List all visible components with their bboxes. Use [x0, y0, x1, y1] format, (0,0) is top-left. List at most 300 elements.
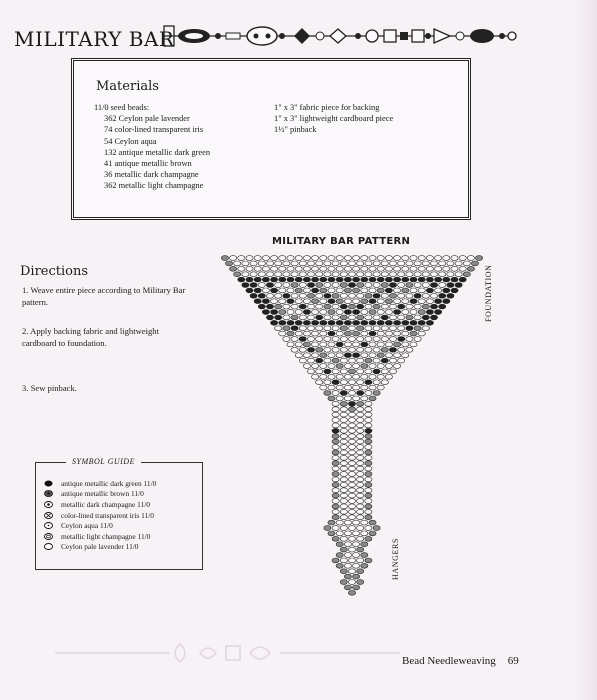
page-footer [402, 655, 519, 667]
bead [340, 466, 347, 471]
bead [422, 293, 429, 298]
bead [348, 499, 355, 504]
bead [385, 310, 392, 315]
bead [324, 283, 331, 288]
bead [332, 504, 339, 509]
bead [328, 520, 335, 525]
bead [435, 310, 442, 315]
bead [336, 310, 343, 315]
bead [348, 369, 355, 374]
material-item: 1½" pinback [274, 125, 317, 135]
bead [307, 369, 314, 374]
bead [348, 423, 355, 428]
bead [344, 374, 351, 379]
bead [365, 450, 372, 455]
bead [266, 293, 273, 298]
bead [271, 299, 278, 304]
bead [312, 331, 319, 336]
bead [385, 331, 392, 336]
bead [291, 293, 298, 298]
bead [357, 536, 364, 541]
bead [299, 326, 306, 331]
bead [447, 272, 454, 277]
material-item: 54 Ceylon aqua [104, 136, 157, 146]
bead [394, 320, 401, 325]
bead [361, 331, 368, 336]
bead [348, 509, 355, 514]
bead [467, 256, 474, 261]
bead [283, 304, 290, 309]
bead [316, 380, 323, 385]
bead [312, 320, 319, 325]
bead [332, 407, 339, 412]
bead [455, 283, 462, 288]
bead [357, 558, 364, 563]
bead [385, 277, 392, 282]
bead [332, 412, 339, 417]
bead [422, 283, 429, 288]
bead [365, 477, 372, 482]
bead [373, 526, 380, 531]
bead [357, 391, 364, 396]
bead [258, 304, 265, 309]
bead [373, 261, 380, 266]
bead [283, 283, 290, 288]
bead [340, 434, 347, 439]
bead [238, 277, 245, 282]
bead [361, 542, 368, 547]
bead [455, 261, 462, 266]
bead [303, 320, 310, 325]
bead [377, 385, 384, 390]
bead [332, 423, 339, 428]
bead [357, 423, 364, 428]
bead [324, 526, 331, 531]
bead [348, 401, 355, 406]
bead [332, 482, 339, 487]
bead [365, 293, 372, 298]
bead [340, 526, 347, 531]
bead [320, 364, 327, 369]
bead [332, 304, 339, 309]
bead [340, 347, 347, 352]
bead [332, 526, 339, 531]
bead [459, 266, 466, 271]
bead [357, 283, 364, 288]
bead [340, 472, 347, 477]
bead [266, 304, 273, 309]
bead [291, 347, 298, 352]
bead [320, 288, 327, 293]
bead [389, 315, 396, 320]
bead [369, 364, 376, 369]
pattern-title: MILITARY BAR PATTERN [272, 236, 411, 247]
bead [312, 299, 319, 304]
bead [336, 277, 343, 282]
bead [299, 358, 306, 363]
bead [381, 369, 388, 374]
bead [369, 385, 376, 390]
bead [344, 320, 351, 325]
bead [418, 310, 425, 315]
bead [365, 445, 372, 450]
material-item: 132 antique metallic dark green [104, 147, 211, 157]
bead [332, 401, 339, 406]
bead [324, 391, 331, 396]
bead [312, 342, 319, 347]
bead [389, 337, 396, 342]
bead [348, 536, 355, 541]
bead [275, 261, 282, 266]
bead [348, 461, 355, 466]
bead [303, 299, 310, 304]
bead [348, 358, 355, 363]
bead [369, 320, 376, 325]
bead [262, 299, 269, 304]
bead [348, 590, 355, 595]
bead [279, 277, 286, 282]
bead [394, 256, 401, 261]
bead [369, 310, 376, 315]
symbol-label: antique metallic dark green 11/0 [61, 478, 157, 488]
bead [365, 391, 372, 396]
bead [262, 256, 269, 261]
bead [336, 266, 343, 271]
bead [320, 342, 327, 347]
bead [439, 283, 446, 288]
symbol-label: antique metallic brown 11/0 [61, 489, 144, 499]
bead [459, 277, 466, 282]
bead [340, 445, 347, 450]
bead [332, 315, 339, 320]
symbol-label: color-lined transparent iris 11/0 [61, 510, 154, 520]
bead [324, 326, 331, 331]
bead [328, 277, 335, 282]
bead [451, 256, 458, 261]
bead [394, 299, 401, 304]
bead [287, 299, 294, 304]
bead [348, 418, 355, 423]
bead [443, 256, 450, 261]
bead [365, 461, 372, 466]
bead [357, 315, 364, 320]
bead [365, 428, 372, 433]
bead [426, 266, 433, 271]
bead [373, 347, 380, 352]
bead [422, 326, 429, 331]
bead [332, 536, 339, 541]
bead [451, 288, 458, 293]
bead [291, 315, 298, 320]
bead [336, 531, 343, 536]
bead [418, 256, 425, 261]
bead [353, 331, 360, 336]
bead [230, 266, 237, 271]
bead [377, 320, 384, 325]
bead [344, 542, 351, 547]
bead [336, 563, 343, 568]
bead [332, 477, 339, 482]
bead [353, 310, 360, 315]
page-title: MILITARY BAR [14, 27, 175, 51]
bead [283, 337, 290, 342]
bead [439, 272, 446, 277]
bead [340, 493, 347, 498]
bead [357, 428, 364, 433]
bead [275, 272, 282, 277]
bead [328, 256, 335, 261]
bead [312, 364, 319, 369]
bead [348, 455, 355, 460]
bead [353, 320, 360, 325]
bead [262, 277, 269, 282]
bead [406, 304, 413, 309]
bead [344, 277, 351, 282]
bead [348, 569, 355, 574]
bead [398, 347, 405, 352]
bead [365, 347, 372, 352]
bead [324, 272, 331, 277]
bead [328, 320, 335, 325]
page-number: 69 [507, 655, 519, 667]
bead [303, 331, 310, 336]
book-title: Bead Needleweaving [402, 655, 496, 667]
bead [365, 261, 372, 266]
bead [365, 526, 372, 531]
bead [402, 353, 409, 358]
bead [377, 299, 384, 304]
bead [332, 380, 339, 385]
bead [328, 266, 335, 271]
bead [336, 374, 343, 379]
bead [344, 266, 351, 271]
bead [348, 391, 355, 396]
bead [348, 493, 355, 498]
bead [398, 261, 405, 266]
bead [443, 299, 450, 304]
bead [418, 288, 425, 293]
bead [402, 299, 409, 304]
bead [365, 315, 372, 320]
bead [398, 358, 405, 363]
bead [246, 288, 253, 293]
bead [303, 266, 310, 271]
bead [414, 326, 421, 331]
bead [357, 450, 364, 455]
bead [332, 369, 339, 374]
bead [365, 272, 372, 277]
bead [361, 531, 368, 536]
bead [435, 266, 442, 271]
bead [381, 293, 388, 298]
bead [287, 331, 294, 336]
bead [463, 261, 470, 266]
bead [316, 261, 323, 266]
bead [348, 434, 355, 439]
bead [303, 288, 310, 293]
bead [291, 283, 298, 288]
bead [320, 353, 327, 358]
bead [394, 364, 401, 369]
bead [361, 563, 368, 568]
bead [283, 293, 290, 298]
bead [344, 288, 351, 293]
bead [426, 277, 433, 282]
bead [406, 315, 413, 320]
bead [344, 553, 351, 558]
bead [365, 504, 372, 509]
bead [225, 261, 232, 266]
bead [389, 358, 396, 363]
bead [344, 342, 351, 347]
bead [377, 342, 384, 347]
bead [402, 331, 409, 336]
bead [357, 418, 364, 423]
bead [340, 401, 347, 406]
bead [336, 553, 343, 558]
bead [303, 310, 310, 315]
bead [365, 358, 372, 363]
bead [328, 353, 335, 358]
bead [332, 293, 339, 298]
bead [275, 283, 282, 288]
bead [340, 580, 347, 585]
bead [357, 504, 364, 509]
bead [291, 272, 298, 277]
bead [357, 369, 364, 374]
bead [422, 272, 429, 277]
bead [340, 515, 347, 520]
bead [340, 369, 347, 374]
bead [406, 326, 413, 331]
bead [312, 310, 319, 315]
bead [365, 369, 372, 374]
bead [357, 515, 364, 520]
bead [361, 374, 368, 379]
bead [324, 337, 331, 342]
bead [402, 256, 409, 261]
bead [414, 293, 421, 298]
bead [430, 272, 437, 277]
bead [312, 374, 319, 379]
bead [320, 310, 327, 315]
bead [340, 428, 347, 433]
bead [279, 320, 286, 325]
bead [271, 266, 278, 271]
bead [361, 396, 368, 401]
bead [410, 266, 417, 271]
bead [406, 347, 413, 352]
bead [455, 272, 462, 277]
bead [307, 315, 314, 320]
bead [353, 553, 360, 558]
bead [328, 531, 335, 536]
bead [357, 412, 364, 417]
bead [344, 331, 351, 336]
bead [336, 320, 343, 325]
bead [344, 364, 351, 369]
bead [344, 574, 351, 579]
bead [344, 396, 351, 401]
bead [365, 401, 372, 406]
bead [418, 331, 425, 336]
bead [361, 320, 368, 325]
bead [451, 266, 458, 271]
directions-heading: Directions [20, 264, 89, 279]
bead [357, 580, 364, 585]
bead [361, 364, 368, 369]
bead [283, 272, 290, 277]
bead [373, 380, 380, 385]
bead [348, 439, 355, 444]
bead [410, 320, 417, 325]
bead [373, 293, 380, 298]
bead [316, 272, 323, 277]
bead [332, 509, 339, 514]
bead [361, 288, 368, 293]
bead [385, 299, 392, 304]
bead [353, 364, 360, 369]
symbol-label: metallic light champagne 11/0 [61, 531, 151, 541]
bead [414, 315, 421, 320]
bead [303, 353, 310, 358]
bead [336, 331, 343, 336]
bead [279, 331, 286, 336]
bead [299, 272, 306, 277]
bead [365, 509, 372, 514]
bead [369, 396, 376, 401]
bead [332, 472, 339, 477]
bead [353, 299, 360, 304]
bead [316, 369, 323, 374]
bead [463, 272, 470, 277]
bead [398, 293, 405, 298]
bead [402, 266, 409, 271]
bead [328, 299, 335, 304]
bead [365, 499, 372, 504]
bead [389, 304, 396, 309]
bead [344, 531, 351, 536]
bead [348, 504, 355, 509]
bead [471, 261, 478, 266]
material-item: 74 color-lined transparent iris [104, 125, 204, 135]
bead [377, 288, 384, 293]
bead [353, 542, 360, 547]
bead [312, 288, 319, 293]
bead [402, 342, 409, 347]
bead [373, 391, 380, 396]
bead [418, 299, 425, 304]
bead [307, 261, 314, 266]
bead [320, 374, 327, 379]
bead [316, 315, 323, 320]
bead [344, 256, 351, 261]
material-item: 362 metallic light champagne [104, 181, 204, 191]
bead [316, 337, 323, 342]
bead [377, 310, 384, 315]
bead [279, 256, 286, 261]
bead [394, 266, 401, 271]
bead [316, 293, 323, 298]
bead [250, 293, 257, 298]
bead [365, 536, 372, 541]
bead [357, 466, 364, 471]
bead [426, 320, 433, 325]
bead [320, 331, 327, 336]
bead [422, 261, 429, 266]
material-item: 41 antique metallic brown [104, 159, 192, 169]
bead [320, 266, 327, 271]
